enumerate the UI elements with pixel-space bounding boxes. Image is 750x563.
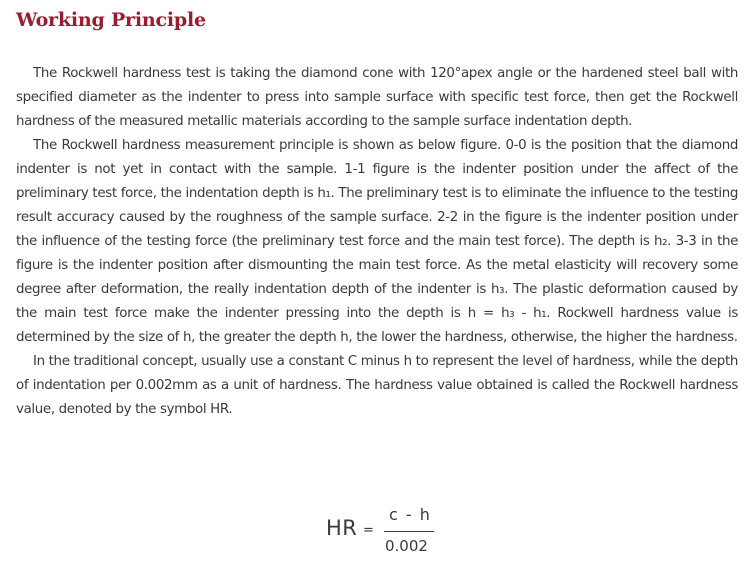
paragraph-intro: The Rockwell hardness test is taking the diamond cone with 120°apex angle or the hardened steel ball with specified diameter as the indenter to press into sample surface with specific test force, then get the Rockwell hardness of the measured metallic materials according to the sample surface indentation depth. [16,66,738,129]
formula-equals: = [363,523,374,538]
fraction-bar [384,531,434,532]
page-title: Working Principle [16,9,206,31]
formula-numerator: c - h [389,505,432,524]
paragraph-principle: The Rockwell hardness measurement principle is shown as below figure. 0-0 is the position that the diamond indenter is not yet in contact with the sample. 1-1 figure is the indenter position under the affect of the preliminary test force, the indentation depth is h₁. The preliminary test is to eliminate the influence to the testing result accuracy caused by the roughness of the sample surface. 2-2 in the figure is the indenter position under the influence of the testing force (the preliminary test force and the main test force). The depth is h₂. 3-3 in the figure is the indenter position after dismounting the main test force. As the metal elasticity will recovery some degree after deformation, the really indentation depth of the indenter is h₃. The plastic deformation caused by the main test force make the indenter pressing into the depth is h = h₃ - h₁. Rockwell hardness value is determined by the size of h, the greater the depth h, the lower the hardness, otherwise, the higher the hardness. [16,138,738,345]
body-text [16,62,738,422]
paragraph-definition: In the traditional concept, usually use a constant C minus h to represent the level of hardness, while the depth of indentation per 0.002mm as a unit of hardness. The hardness value obtained is called the Rockwell hardness value, denoted by the symbol HR. [16,354,738,417]
formula-denominator: 0.002 [385,537,428,555]
hr-formula [326,502,446,562]
formula-lhs: HR [326,516,358,540]
